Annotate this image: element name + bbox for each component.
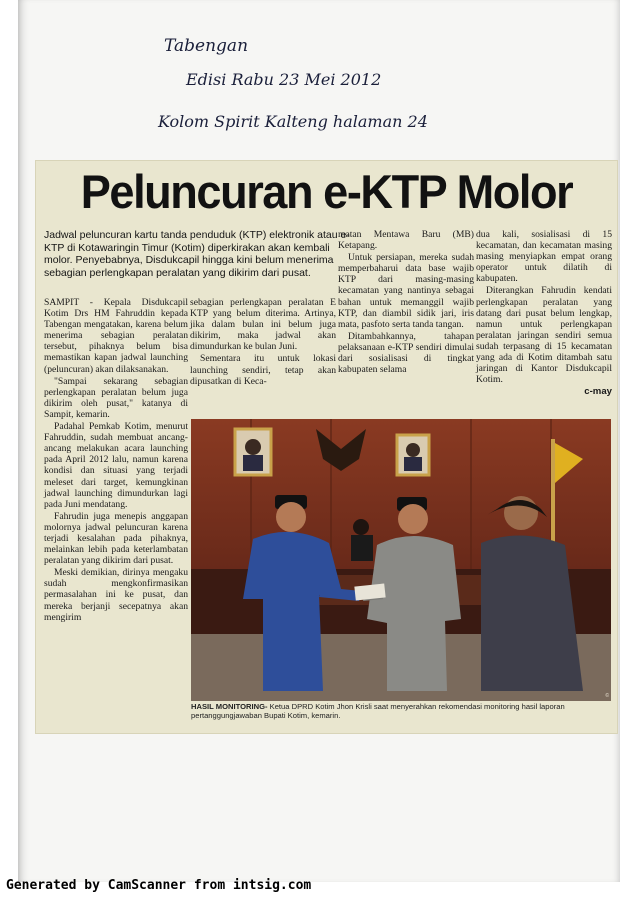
paragraph: dua kali, sosialisasi di 15 kecamatan, dan kecamatan masing masing menyiapkan empat orang operator untuk dilatih di kabupaten. bbox=[476, 229, 612, 285]
caption-text: Ketua DPRD Kotim Jhon Krisli saat menyerahkan rekomendasi monitoring hasil laporan pertanggungjawaban Bupati Kotim, kemarin. bbox=[191, 702, 565, 720]
svg-text:©: © bbox=[605, 693, 609, 699]
paragraph: Ditambahkannya, tahapan pelaksanaan e-KTP sendiri dimulai dari sosialisasi di tingkat kabupaten selama bbox=[338, 330, 474, 376]
paragraph: "Sampai sekarang sebagian perlengkapan peralatan belum juga dikirim oleh pusat," katanya di Sampit, kemarin. bbox=[44, 375, 188, 420]
paragraph: SAMPIT - Kepala Disdukcapil Kotim Drs HM Fahruddin kepada Tabengan mengatakan, karena belum menerima sebagian peralatan tersebut, pihaknya belum bisa memastikan kapan jadwal launching (peluncuran) akan dilaksanakan. bbox=[44, 297, 188, 375]
handwritten-edition: Edisi Rabu 23 Mei 2012 bbox=[186, 70, 382, 89]
paragraph: Meski demikian, dirinya mengaku sudah mengkonfirmasikan permasalahan ini ke pusat, dan mereka berjanji secepatnya akan mengirim bbox=[44, 567, 188, 623]
paragraph: Fahrudin juga menepis anggapan molornya jadwal peluncuran karena terjadi kesalahan pada pihaknya, melainkan lebih pada keterlambatan peralatan yang dikirim dari pusat. bbox=[44, 510, 188, 567]
paragraph: Untuk persiapan, mereka sudah memperbaharui data base wajib KTP dari masing-masing kecamatan yang nantinya sebagai bahan untuk memanggil wajib KTP, dan diambil sidik jari, iris mata, pasfoto serta tanda tangan. bbox=[338, 252, 474, 330]
handwritten-source: Tabengan bbox=[164, 36, 249, 56]
paragraph: sebagian perlengkapan peralatan E KTP yang belum diterima. Artinya, jika dalam bulan ini belum juga dikirim, maka jadwal akan dimundurkan ke bulan Juni. bbox=[190, 297, 336, 353]
paragraph: Padahal Pemkab Kotim, menurut Fahruddin, sudah membuat ancang-ancang melakukan acara launching pada April 2012 lalu, namun karena kondisi dan situasi yang terjadi meleset dari target, kemungkinan jadwal launching dimundurkan lagi pada Juni mendatang. bbox=[44, 421, 188, 510]
paragraph: Diterangkan Fahrudin kendati perlengkapan peralatan yang datang dari pusat belum lengkap, namun untuk perlengkapan peralatan jaringan sendiri semua sudah terpasang di 15 kecamatan yang ada di Kotim ditambah satu jaringan di Kantor Disdukcapil Kotim. bbox=[476, 285, 612, 386]
paragraph: matan Mentawa Baru (MB) Ketapang. bbox=[338, 229, 474, 252]
column-3 bbox=[338, 229, 474, 376]
handover-ceremony-photo bbox=[191, 419, 611, 701]
newspaper-clipping bbox=[35, 160, 618, 734]
caption-label: HASIL MONITORING- bbox=[191, 702, 268, 711]
column-2 bbox=[190, 297, 336, 388]
column-4 bbox=[476, 229, 612, 397]
paragraph: Sementara itu untuk lokasi launching sendiri, tetap akan dipusatkan di Keca- bbox=[190, 353, 336, 387]
column-1 bbox=[44, 297, 188, 624]
lead-paragraph: Jadwal peluncuran kartu tanda penduduk (KTP) elektronik atau e-KTP di Kotawaringin Timur (Kotim) diperkirakan akan kembali molor. Penyebabnya, Disdukcapil hingga kini belum menerima sebagian perlengkapan peralatan yang dikirim dari pusat. bbox=[44, 229, 350, 279]
handwritten-column: Kolom Spirit Kalteng halaman 24 bbox=[158, 112, 428, 131]
headline: Peluncuran e-KTP Molor bbox=[80, 165, 573, 218]
byline: c-may bbox=[584, 386, 612, 398]
news-photo bbox=[191, 419, 611, 701]
photo-caption bbox=[191, 702, 611, 720]
scanner-watermark: Generated by CamScanner from intsig.com bbox=[6, 878, 312, 893]
